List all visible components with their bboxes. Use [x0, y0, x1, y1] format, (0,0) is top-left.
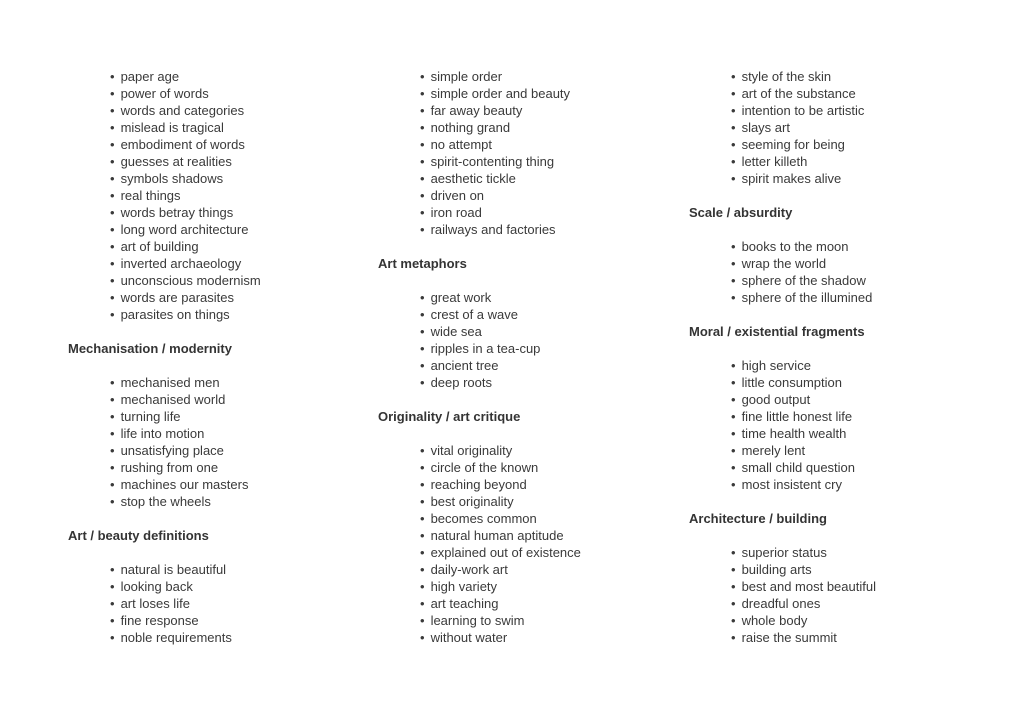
list-item: [378, 170, 673, 187]
list-item: [68, 629, 363, 646]
bullet-icon: •: [731, 171, 736, 186]
bullet-icon: •: [731, 290, 736, 305]
list-item-text: sphere of the shadow: [741, 273, 866, 288]
list-item: [378, 459, 673, 476]
list-item-text: vital originality: [430, 443, 513, 458]
list-item-text: slays art: [741, 120, 790, 135]
bullet-icon: •: [110, 443, 115, 458]
bullet-icon: •: [731, 460, 736, 475]
list-item-text: daily-work art: [430, 562, 508, 577]
bullet-icon: •: [110, 222, 115, 237]
bullet-icon: •: [110, 426, 115, 441]
list-item-text: ripples in a tea-cup: [430, 341, 541, 356]
bullet-icon: •: [110, 239, 115, 254]
list-item-text: high service: [741, 358, 811, 373]
list-item-text: seeming for being: [741, 137, 845, 152]
bullet-icon: •: [731, 596, 736, 611]
bullet-list: [378, 442, 673, 646]
bullet-icon: •: [110, 137, 115, 152]
list-item-text: circle of the known: [430, 460, 539, 475]
bullet-icon: •: [420, 630, 425, 645]
list-item-text: inverted archaeology: [120, 256, 242, 271]
list-item-text: machines our masters: [120, 477, 249, 492]
bullet-list: [689, 238, 984, 306]
list-item: [689, 170, 984, 187]
bullet-icon: •: [731, 239, 736, 254]
list-item: [68, 578, 363, 595]
list-item-text: no attempt: [430, 137, 492, 152]
bullet-icon: •: [110, 154, 115, 169]
list-item: [378, 544, 673, 561]
list-item: [378, 612, 673, 629]
list-item-text: aesthetic tickle: [430, 171, 516, 186]
list-item-text: mechanised world: [120, 392, 226, 407]
bullet-icon: •: [731, 154, 736, 169]
bullet-icon: •: [420, 69, 425, 84]
bullet-icon: •: [110, 630, 115, 645]
bullet-icon: •: [420, 307, 425, 322]
bullet-icon: •: [420, 222, 425, 237]
list-item-text: spirit makes alive: [741, 171, 842, 186]
bullet-icon: •: [731, 375, 736, 390]
list-item: [68, 153, 363, 170]
bullet-icon: •: [731, 120, 736, 135]
list-item: [68, 187, 363, 204]
bullet-icon: •: [420, 613, 425, 628]
list-item: [68, 595, 363, 612]
bullet-icon: •: [110, 494, 115, 509]
list-item-text: art teaching: [430, 596, 499, 611]
bullet-icon: •: [420, 103, 425, 118]
list-item: [378, 153, 673, 170]
bullet-icon: •: [420, 477, 425, 492]
column-2: [378, 68, 673, 646]
bullet-icon: •: [110, 460, 115, 475]
bullet-icon: •: [731, 69, 736, 84]
list-item: [68, 442, 363, 459]
list-item-text: most insistent cry: [741, 477, 842, 492]
list-item: [68, 204, 363, 221]
list-item: [689, 136, 984, 153]
bullet-icon: •: [110, 392, 115, 407]
list-item-text: far away beauty: [430, 103, 523, 118]
list-item-text: mislead is tragical: [120, 120, 224, 135]
list-item-text: art of the substance: [741, 86, 856, 101]
list-item-text: looking back: [120, 579, 193, 594]
bullet-icon: •: [110, 596, 115, 611]
bullet-icon: •: [420, 596, 425, 611]
list-item: [68, 255, 363, 272]
bullet-icon: •: [420, 494, 425, 509]
section-header: Mechanisation / modernity: [68, 341, 232, 356]
list-item-text: learning to swim: [430, 613, 525, 628]
list-item-text: noble requirements: [120, 630, 232, 645]
list-item-text: sphere of the illumined: [741, 290, 873, 305]
list-item-text: art of building: [120, 239, 199, 254]
list-item: [68, 306, 363, 323]
list-item: [68, 408, 363, 425]
bullet-icon: •: [731, 613, 736, 628]
list-item: [689, 102, 984, 119]
list-item: [68, 102, 363, 119]
bullet-icon: •: [420, 358, 425, 373]
list-item-text: small child question: [741, 460, 856, 475]
column-3: [689, 68, 984, 646]
bullet-icon: •: [110, 562, 115, 577]
list-item-text: building arts: [741, 562, 812, 577]
bullet-icon: •: [110, 375, 115, 390]
list-item-text: mechanised men: [120, 375, 220, 390]
list-item: [378, 340, 673, 357]
list-item: [68, 459, 363, 476]
list-item-text: fine response: [120, 613, 199, 628]
bullet-icon: •: [420, 460, 425, 475]
list-item: [68, 238, 363, 255]
bullet-icon: •: [110, 290, 115, 305]
list-item: [689, 85, 984, 102]
list-item-text: crest of a wave: [430, 307, 518, 322]
list-item-text: turning life: [120, 409, 181, 424]
list-item-text: fine little honest life: [741, 409, 853, 424]
bullet-icon: •: [420, 443, 425, 458]
list-item-text: whole body: [741, 613, 808, 628]
list-item: [378, 102, 673, 119]
list-item-text: best and most beautiful: [741, 579, 876, 594]
section-header: Art / beauty definitions: [68, 528, 209, 543]
bullet-icon: •: [110, 120, 115, 135]
list-item: [689, 119, 984, 136]
list-item-text: high variety: [430, 579, 498, 594]
list-item-text: simple order and beauty: [430, 86, 571, 101]
column-1: [68, 68, 363, 646]
list-item: [378, 357, 673, 374]
list-item: [378, 85, 673, 102]
list-item-text: nothing grand: [430, 120, 511, 135]
list-item: [68, 612, 363, 629]
bullet-icon: •: [731, 256, 736, 271]
list-item: [689, 476, 984, 493]
list-item-text: parasites on things: [120, 307, 230, 322]
bullet-icon: •: [420, 120, 425, 135]
bullet-list: [68, 561, 363, 646]
list-item-text: letter killeth: [741, 154, 808, 169]
list-item: [68, 476, 363, 493]
list-item: [378, 136, 673, 153]
list-item: [378, 289, 673, 306]
list-item-text: explained out of existence: [430, 545, 581, 560]
list-item-text: natural human aptitude: [430, 528, 564, 543]
list-item-text: unsatisfying place: [120, 443, 224, 458]
bullet-icon: •: [731, 409, 736, 424]
bullet-icon: •: [731, 137, 736, 152]
list-item: [689, 153, 984, 170]
list-item: [689, 408, 984, 425]
bullet-icon: •: [420, 562, 425, 577]
list-item: [378, 493, 673, 510]
bullet-icon: •: [731, 579, 736, 594]
bullet-icon: •: [731, 358, 736, 373]
list-item: [378, 221, 673, 238]
bullet-icon: •: [420, 171, 425, 186]
list-item-text: dreadful ones: [741, 596, 821, 611]
list-item-text: becomes common: [430, 511, 537, 526]
bullet-list: [689, 68, 984, 187]
bullet-list: [68, 374, 363, 510]
list-item: [68, 136, 363, 153]
list-item: [689, 374, 984, 391]
list-item: [378, 68, 673, 85]
bullet-icon: •: [420, 324, 425, 339]
bullet-icon: •: [110, 86, 115, 101]
list-item-text: words and categories: [120, 103, 245, 118]
list-item-text: symbols shadows: [120, 171, 224, 186]
list-item: [68, 85, 363, 102]
bullet-icon: •: [420, 579, 425, 594]
list-item-text: style of the skin: [741, 69, 832, 84]
bullet-icon: •: [110, 69, 115, 84]
list-item: [378, 306, 673, 323]
list-item: [378, 323, 673, 340]
bullet-icon: •: [110, 477, 115, 492]
list-item: [68, 425, 363, 442]
bullet-icon: •: [420, 290, 425, 305]
bullet-list: [689, 544, 984, 646]
list-item-text: wide sea: [430, 324, 482, 339]
list-item: [68, 68, 363, 85]
list-item-text: little consumption: [741, 375, 843, 390]
list-item: [378, 510, 673, 527]
list-item-text: embodiment of words: [120, 137, 245, 152]
list-item-text: real things: [120, 188, 181, 203]
bullet-icon: •: [420, 86, 425, 101]
bullet-icon: •: [420, 188, 425, 203]
bullet-icon: •: [110, 409, 115, 424]
list-item-text: railways and factories: [430, 222, 556, 237]
bullet-icon: •: [420, 137, 425, 152]
bullet-icon: •: [110, 273, 115, 288]
list-item: [689, 442, 984, 459]
list-item: [68, 561, 363, 578]
list-item: [68, 391, 363, 408]
list-item: [689, 425, 984, 442]
list-item-text: wrap the world: [741, 256, 827, 271]
bullet-icon: •: [731, 562, 736, 577]
bullet-icon: •: [731, 86, 736, 101]
list-item: [68, 272, 363, 289]
list-item-text: best originality: [430, 494, 514, 509]
list-item-text: without water: [430, 630, 508, 645]
list-item-text: intention to be artistic: [741, 103, 865, 118]
list-item: [68, 374, 363, 391]
list-item-text: paper age: [120, 69, 180, 84]
list-item-text: simple order: [430, 69, 503, 84]
list-item: [689, 68, 984, 85]
list-item: [68, 493, 363, 510]
list-item: [689, 612, 984, 629]
bullet-icon: •: [731, 443, 736, 458]
bullet-icon: •: [731, 630, 736, 645]
list-item-text: merely lent: [741, 443, 806, 458]
bullet-icon: •: [731, 392, 736, 407]
list-item: [689, 391, 984, 408]
bullet-icon: •: [110, 256, 115, 271]
list-item: [378, 442, 673, 459]
list-item: [689, 595, 984, 612]
bullet-icon: •: [731, 545, 736, 560]
bullet-icon: •: [731, 103, 736, 118]
bullet-icon: •: [110, 171, 115, 186]
list-item-text: ancient tree: [430, 358, 499, 373]
list-item-text: iron road: [430, 205, 482, 220]
bullet-list: [378, 289, 673, 391]
bullet-list: [689, 357, 984, 493]
section-header: Originality / art critique: [378, 409, 521, 424]
list-item: [689, 629, 984, 646]
list-item-text: driven on: [430, 188, 485, 203]
list-item-text: good output: [741, 392, 811, 407]
list-item-text: art loses life: [120, 596, 190, 611]
section-header: Architecture / building: [689, 511, 827, 526]
bullet-icon: •: [731, 426, 736, 441]
bullet-icon: •: [420, 528, 425, 543]
list-item-text: words are parasites: [120, 290, 235, 305]
list-item-text: rushing from one: [120, 460, 219, 475]
list-item: [378, 374, 673, 391]
bullet-icon: •: [420, 375, 425, 390]
bullet-icon: •: [110, 579, 115, 594]
list-item-text: words betray things: [120, 205, 234, 220]
list-item-text: spirit-contenting thing: [430, 154, 555, 169]
bullet-icon: •: [420, 545, 425, 560]
list-item: [689, 238, 984, 255]
list-item: [378, 187, 673, 204]
list-item: [689, 357, 984, 374]
list-item: [378, 561, 673, 578]
bullet-icon: •: [731, 477, 736, 492]
list-item: [378, 629, 673, 646]
bullet-icon: •: [110, 188, 115, 203]
list-item-text: stop the wheels: [120, 494, 211, 509]
list-item-text: natural is beautiful: [120, 562, 227, 577]
section-header: Scale / absurdity: [689, 205, 793, 220]
bullet-icon: •: [420, 154, 425, 169]
list-item: [68, 170, 363, 187]
list-item: [689, 272, 984, 289]
list-item: [68, 119, 363, 136]
list-item-text: guesses at realities: [120, 154, 232, 169]
section-header: Moral / existential fragments: [689, 324, 865, 339]
list-item: [689, 459, 984, 476]
list-item: [378, 578, 673, 595]
list-item: [68, 221, 363, 238]
bullet-icon: •: [420, 205, 425, 220]
list-item-text: superior status: [741, 545, 827, 560]
bullet-list: [378, 68, 673, 238]
section-header: Art metaphors: [378, 256, 467, 271]
list-item: [689, 544, 984, 561]
bullet-list: [68, 68, 363, 323]
bullet-icon: •: [731, 273, 736, 288]
list-item-text: raise the summit: [741, 630, 837, 645]
list-item: [378, 527, 673, 544]
list-item-text: long word architecture: [120, 222, 249, 237]
list-item: [378, 595, 673, 612]
list-item: [378, 476, 673, 493]
bullet-icon: •: [110, 205, 115, 220]
list-item: [689, 289, 984, 306]
list-item: [68, 289, 363, 306]
list-item-text: life into motion: [120, 426, 205, 441]
bullet-icon: •: [110, 103, 115, 118]
list-item-text: reaching beyond: [430, 477, 527, 492]
list-item: [378, 119, 673, 136]
list-item-text: deep roots: [430, 375, 492, 390]
list-item-text: power of words: [120, 86, 209, 101]
list-item: [689, 561, 984, 578]
list-item-text: unconscious modernism: [120, 273, 261, 288]
bullet-icon: •: [110, 613, 115, 628]
list-item: [689, 255, 984, 272]
list-item-text: great work: [430, 290, 492, 305]
list-item: [689, 578, 984, 595]
list-item-text: time health wealth: [741, 426, 847, 441]
bullet-icon: •: [420, 511, 425, 526]
list-item: [378, 204, 673, 221]
list-item-text: books to the moon: [741, 239, 849, 254]
bullet-icon: •: [420, 341, 425, 356]
bullet-icon: •: [110, 307, 115, 322]
